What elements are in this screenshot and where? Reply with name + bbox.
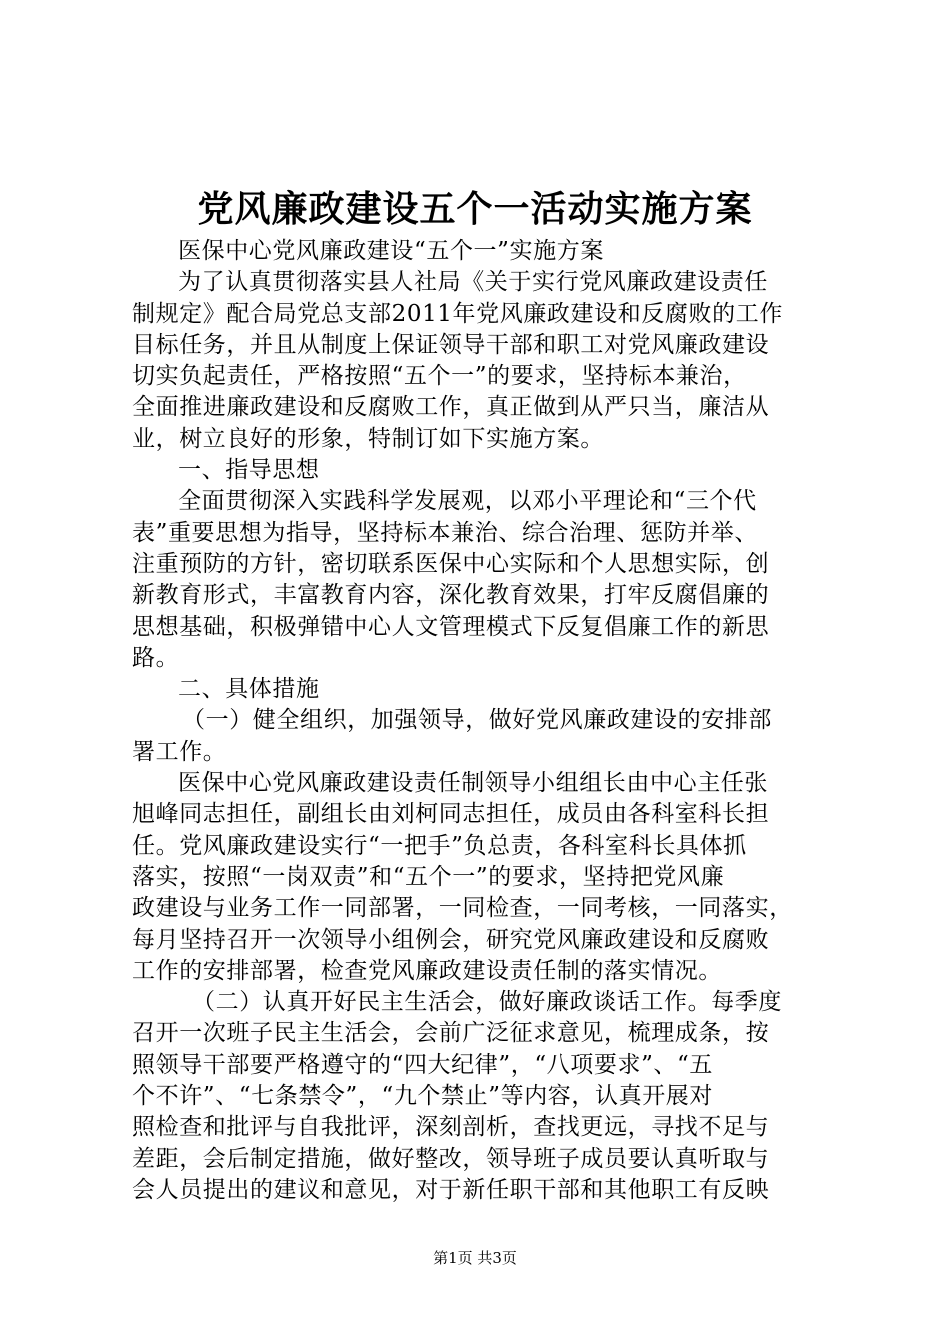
paragraph-line: 每月坚持召开一次领导小组例会，研究党风廉政建设和反腐败: [132, 926, 770, 953]
paragraph-line: 任。党风廉政建设实行“一把手”负总责，各科室科长具体抓: [132, 832, 747, 859]
paragraph-line: 切实负起责任，严格按照“五个一”的要求，坚持标本兼治，: [132, 363, 747, 390]
paragraph-line: 个不许”、“七条禁令”，“九个禁止”等内容，认真开展对: [132, 1083, 713, 1110]
paragraph-line: 路。: [132, 644, 180, 671]
paragraph-line: 署工作。: [132, 738, 227, 765]
page-number-footer: 第1页 共3页: [433, 1249, 517, 1267]
paragraph-line: 全面推进廉政建设和反腐败工作，真正做到从严只当，廉洁从: [132, 394, 770, 421]
paragraph-line: 工作的安排部署，检查党风廉政建设责任制的落实情况。: [132, 957, 722, 984]
section-heading: 一、指导思想: [178, 457, 320, 484]
paragraph-line: 新教育形式，丰富教育内容，深化教育效果，打牢反腐倡廉的: [132, 582, 770, 609]
paragraph-line: 注重预防的方针，密切联系医保中心实际和个人思想实际，创: [132, 550, 770, 577]
paragraph-line: 全面贯彻深入实践科学发展观，以邓小平理论和“三个代: [178, 488, 757, 515]
paragraph-line: 医保中心党风廉政建设责任制领导小组组长由中心主任张: [178, 770, 768, 797]
document-title: 党风廉政建设五个一活动实施方案: [197, 188, 753, 230]
paragraph-line: 表”重要思想为指导，坚持标本兼治、综合治理、惩防并举、: [132, 519, 758, 546]
paragraph-line: 制规定》配合局党总支部2011年党风廉政建设和反腐败的工作: [132, 300, 783, 327]
paragraph-line: 照领导干部要严格遵守的“四大纪律”，“八项要求”、“五: [132, 1051, 713, 1078]
paragraph-line: 旭峰同志担任，副组长由刘柯同志担任，成员由各科室科长担: [132, 801, 770, 828]
subsection-heading: （二）认真开好民主生活会，做好廉政谈话工作。每季度: [192, 989, 782, 1016]
paragraph-line: 为了认真贯彻落实县人社局《关于实行党风廉政建设责任: [178, 269, 768, 296]
paragraph-line: 政建设与业务工作一同部署，一同检查，一同考核，一同落实，: [132, 895, 793, 922]
paragraph-line: 业，树立良好的形象，特制订如下实施方案。: [132, 425, 604, 452]
section-heading: 二、具体措施: [178, 676, 320, 703]
subsection-heading: （一）健全组织，加强领导，做好党风廉政建设的安排部: [182, 707, 772, 734]
paragraph-line: 召开一次班子民主生活会，会前广泛征求意见，梳理成条，按: [132, 1020, 770, 1047]
paragraph-line: 差距，会后制定措施，做好整改，领导班子成员要认真听取与: [132, 1145, 770, 1172]
paragraph-line: 落实，按照“一岗双责”和“五个一”的要求，坚持把党风廉: [132, 863, 725, 890]
paragraph-line: 照检查和批评与自我批评，深刻剖析，查找更远，寻找不足与: [132, 1114, 770, 1141]
paragraph-line: 目标任务，并且从制度上保证领导干部和职工对党风廉政建设: [132, 331, 770, 358]
subtitle-line: 医保中心党风廉政建设“五个一”实施方案: [178, 238, 604, 264]
paragraph-line: 思想基础，积极弹错中心人文管理模式下反复倡廉工作的新思: [132, 613, 770, 640]
document-body: [132, 236, 832, 1206]
paragraph-line: 会人员提出的建议和意见，对于新任职干部和其他职工有反映: [132, 1176, 770, 1203]
